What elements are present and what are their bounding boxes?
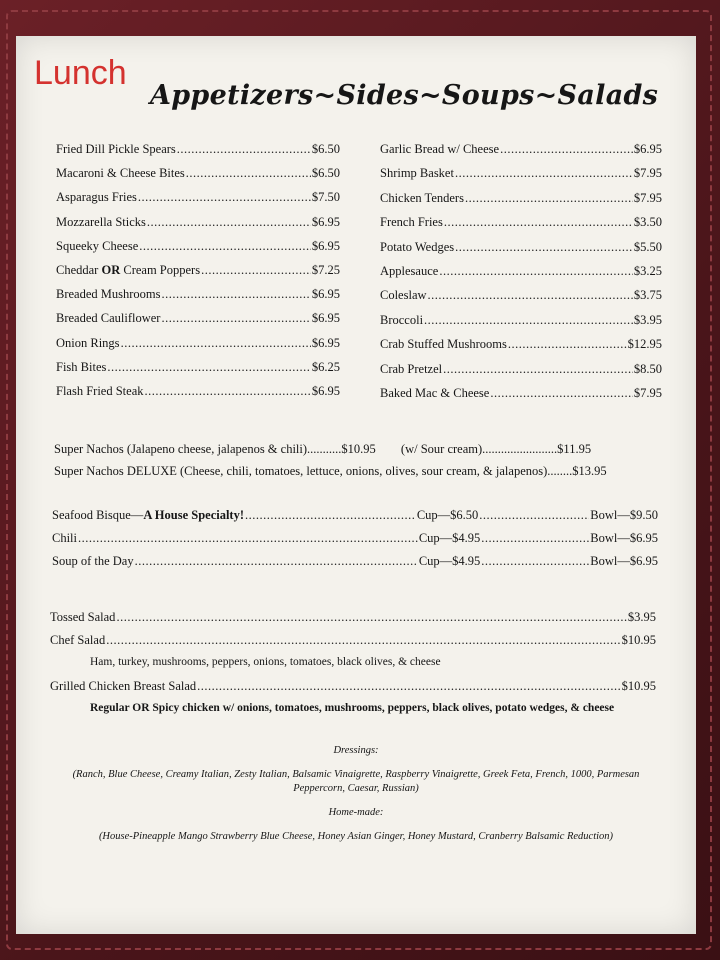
deluxe-name: Super Nachos DELUXE (Cheese, chili, tomatoes, lettuce, onions, olives, sour cream, & jalapenos) <box>54 464 548 478</box>
homemade-list: (House-Pineapple Mango Strawberry Blue Cheese, Honey Asian Ginger, Honey Mustard, Cranberry Balsamic Reduction) <box>98 831 614 842</box>
list-item: Cheddar OR Cream Poppers ..... $7.25 <box>56 263 340 287</box>
dressings-list: (Ranch, Blue Cheese, Creamy Italian, Zesty Italian, Balsamic Vinaigrette, Raspberry Vinaigrette, Greek Feta, French, 1000, Parmesan Peppercorn, Caesar, Russian) <box>72 769 640 794</box>
dots: ........ <box>547 464 573 478</box>
super-nachos-line <box>54 442 591 457</box>
super-nachos-deluxe-line <box>54 464 607 479</box>
super-nachos-name: Super Nachos (Jalapeno cheese, jalapenos & chili) <box>54 442 308 456</box>
list-item: Fried Dill Pickle Spears ..... $6.50 <box>56 142 340 166</box>
menu-title: Appetizers~Sides~Soups~Salads <box>150 80 659 111</box>
list-item: Chili ..... Cup—$4.95 ..... Bowl—$6.95 <box>52 531 658 554</box>
dots: ........... <box>307 442 342 456</box>
soups-section <box>52 508 658 577</box>
lunch-heading: Lunch <box>34 54 127 92</box>
sour-cream-price: $11.95 <box>557 442 592 456</box>
list-item: Broccoli ..... $3.95 <box>380 313 662 337</box>
super-nachos-price: $10.95 <box>341 442 376 456</box>
list-item: Seafood Bisque—A House Specialty! ..... Cup—$6.50 ..... Bowl—$9.50 <box>52 508 658 531</box>
homemade-heading: Home-made: <box>328 807 384 818</box>
dressings-section <box>66 740 646 854</box>
list-item: Macaroni & Cheese Bites ..... $6.50 <box>56 166 340 190</box>
list-item: Onion Rings ..... $6.95 <box>56 336 340 360</box>
list-item: Mozzarella Sticks ..... $6.95 <box>56 215 340 239</box>
deluxe-price: $13.95 <box>572 464 607 478</box>
sour-cream-option: (w/ Sour cream) <box>400 442 483 456</box>
dressings-heading: Dressings: <box>333 745 379 756</box>
grilled-salad-description: Regular OR Spicy chicken w/ onions, tomatoes, mushrooms, peppers, black olives, potato wedges, & cheese <box>90 702 615 714</box>
list-item: French Fries ..... $3.50 <box>380 215 662 239</box>
list-item: Baked Mac & Cheese ..... $7.95 <box>380 386 662 410</box>
list-item: Soup of the Day ..... Cup—$4.95 ..... Bowl—$6.95 <box>52 554 658 577</box>
list-item: Coleslaw ..... $3.75 <box>380 288 662 312</box>
list-item: Garlic Bread w/ Cheese ..... $6.95 <box>380 142 662 166</box>
list-item: Shrimp Basket ..... $7.95 <box>380 166 662 190</box>
list-item: Breaded Mushrooms ..... $6.95 <box>56 287 340 311</box>
list-item: Squeeky Cheese ..... $6.95 <box>56 239 340 263</box>
list-item: Potato Wedges ..... $5.50 <box>380 240 662 264</box>
dots: ........................ <box>482 442 558 456</box>
list-item: Chicken Tenders ..... $7.95 <box>380 191 662 215</box>
list-item: Breaded Cauliflower ..... $6.95 <box>56 311 340 335</box>
list-item: Grilled Chicken Breast Salad ..... $10.95 <box>50 679 656 702</box>
list-item: Asparagus Fries ..... $7.50 <box>56 190 340 214</box>
list-item: Flash Fried Steak ..... $6.95 <box>56 384 340 408</box>
list-item: Chef Salad ..... $10.95 <box>50 633 656 656</box>
list-item: Fish Bites ..... $6.25 <box>56 360 340 384</box>
sides-column <box>380 142 662 410</box>
list-item: Crab Pretzel ..... $8.50 <box>380 362 662 386</box>
appetizers-column <box>56 142 340 408</box>
list-item: Crab Stuffed Mushrooms ..... $12.95 <box>380 337 662 361</box>
list-item: Tossed Salad ..... $3.95 <box>50 610 656 633</box>
menu-page <box>16 36 696 934</box>
chef-salad-description: Ham, turkey, mushrooms, peppers, onions, tomatoes, black olives, & cheese <box>90 656 441 668</box>
list-item: Applesauce ..... $3.25 <box>380 264 662 288</box>
salads-section <box>50 610 656 725</box>
